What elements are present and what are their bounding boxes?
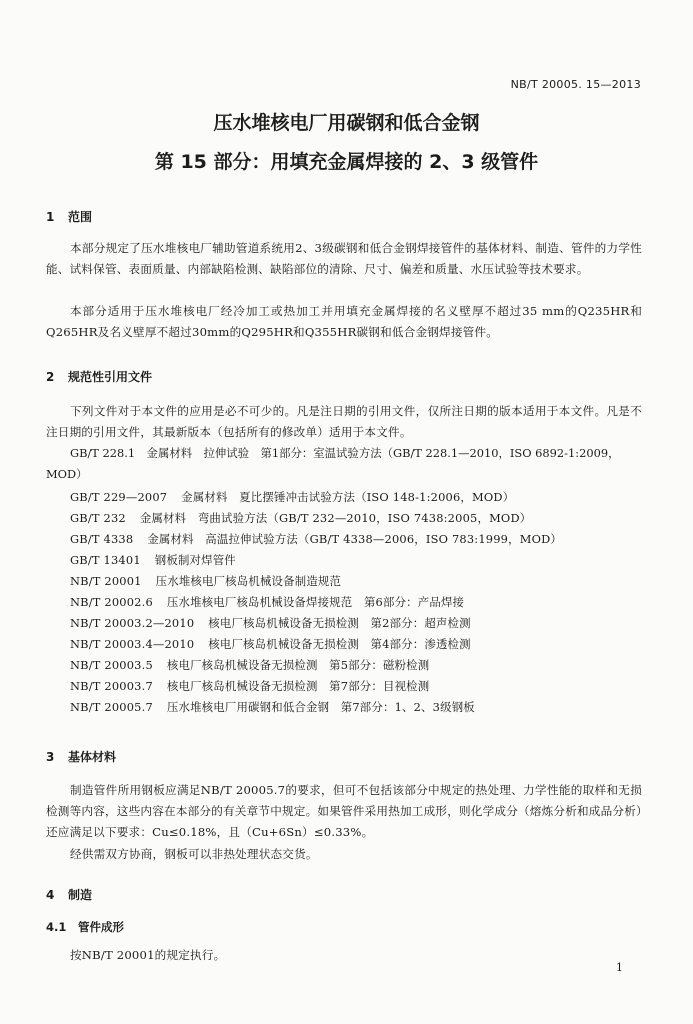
subsection-number: 4.1 — [46, 920, 67, 934]
section-3-paragraph-2: 经供需双方协商，钢板可以非热处理状态交货。 — [70, 847, 318, 861]
reference-item — [70, 657, 429, 673]
reference-title: 核电厂核岛机械设备无损检测 第2部分：超声检测 — [208, 616, 471, 630]
reference-code: GB/T 13401 — [70, 553, 141, 567]
reference-code: GB/T 229—2007 — [70, 490, 168, 504]
reference-title: 金属材料 拉伸试验 第1部分：室温试验方法（GB/T 228.1—2010，ISO 6892-1:2009，MOD） — [46, 446, 620, 481]
reference-title: 压水堆核电厂核岛机械设备焊接规范 第6部分：产品焊接 — [166, 595, 465, 609]
section-title: 范围 — [68, 210, 93, 224]
reference-code: GB/T 4338 — [70, 532, 134, 546]
subsection-4-1-paragraph: 按NB/T 20001的规定执行。 — [70, 948, 226, 962]
standard-code: NB/T 20005. 15—2013 — [510, 78, 641, 91]
reference-code: NB/T 20001 — [70, 574, 142, 588]
reference-code: GB/T 232 — [70, 511, 126, 525]
reference-item — [70, 615, 471, 631]
reference-title: 压水堆核电厂用碳钢和低合金钢 第7部分：1、2、3级钢板 — [166, 700, 475, 714]
reference-title: 核电厂核岛机械设备无损检测 第5部分：磁粉检测 — [166, 658, 430, 672]
reference-item — [70, 699, 475, 715]
reference-title: 核电厂核岛机械设备无损检测 第4部分：渗透检测 — [208, 637, 471, 651]
reference-code: GB/T 228.1 — [70, 446, 136, 460]
section-3-heading — [46, 748, 116, 765]
section-2-intro: 下列文件对于本文件的应用是必不可少的。凡是注日期的引用文件，仅所注日期的版本适用于本文件。凡是不注日期的引用文件，其最新版本（包括所有的修改单）适用于本文件。 — [46, 404, 642, 439]
reference-item — [70, 531, 562, 547]
reference-title: 核电厂核岛机械设备无损检测 第7部分：目视检测 — [166, 679, 430, 693]
reference-code: NB/T 20002.6 — [70, 595, 153, 609]
reference-item — [70, 552, 236, 568]
section-number: 4 — [46, 888, 55, 902]
reference-title: 金属材料 高温拉伸试验方法（GB/T 4338—2006，ISO 783:1999，MOD） — [147, 532, 563, 546]
reference-item — [46, 443, 642, 485]
section-3-paragraph-1: 制造管件所用钢板应满足NB/T 20005.7的要求，但可不包括该部分中规定的热处理、力学性能的取样和无损检测等内容，这些内容在本部分的有关章节中规定。如果管件采用热加工成形，则化学成分（熔炼分析和成品分析）还应满足以下要求：Cu≤0.18%，且（Cu+6Sn）≤0.33%。 — [46, 783, 642, 839]
section-title: 规范性引用文件 — [68, 370, 153, 384]
section-2-heading — [46, 368, 152, 385]
subsection-title: 管件成形 — [78, 920, 124, 934]
reference-code: NB/T 20005.7 — [70, 700, 153, 714]
section-1-heading — [46, 208, 92, 225]
reference-item — [70, 678, 429, 694]
reference-title: 钢板制对焊管件 — [154, 553, 236, 567]
section-number: 1 — [46, 210, 55, 224]
page-number: 1 — [616, 961, 623, 974]
reference-code: NB/T 20003.4—2010 — [70, 637, 195, 651]
section-title: 制造 — [68, 888, 93, 902]
section-1-paragraph-1: 本部分规定了压水堆核电厂辅助管道系统用2、3级碳钢和低合金钢焊接管件的基体材料、制造、管件的力学性能、试料保管、表面质量、内部缺陷检测、缺陷部位的清除、尺寸、偏差和质量、水压试验等技术要求。 — [46, 241, 642, 276]
section-title: 基体材料 — [68, 750, 117, 764]
section-4-heading — [46, 886, 92, 903]
document-title-line1: 压水堆核电厂用碳钢和低合金钢 — [213, 112, 480, 134]
reference-item — [70, 510, 531, 526]
section-1-paragraph-2: 本部分适用于压水堆核电厂经冷加工或热加工并用填充金属焊接的名义壁厚不超过35 mm的Q235HR和Q265HR及名义壁厚不超过30mm的Q295HR和Q355HR碳钢和低合金钢焊接管件。 — [46, 304, 642, 339]
section-number: 2 — [46, 370, 55, 384]
reference-item — [70, 636, 471, 652]
reference-code: NB/T 20003.2—2010 — [70, 616, 195, 630]
reference-title: 金属材料 弯曲试验方法（GB/T 232—2010，ISO 7438:2005，MOD） — [139, 511, 532, 525]
section-number: 3 — [46, 750, 55, 764]
subsection-4-1-heading — [46, 919, 124, 935]
reference-code: NB/T 20003.7 — [70, 679, 153, 693]
reference-title: 金属材料 夏比摆锤冲击试验方法（ISO 148-1:2006，MOD） — [181, 490, 515, 504]
reference-item — [70, 573, 341, 589]
reference-code: NB/T 20003.5 — [70, 658, 153, 672]
reference-title: 压水堆核电厂核岛机械设备制造规范 — [155, 574, 342, 588]
reference-item — [70, 594, 464, 610]
reference-item — [70, 489, 514, 505]
document-title-line2: 第 15 部分：用填充金属焊接的 2、3 级管件 — [154, 151, 539, 173]
